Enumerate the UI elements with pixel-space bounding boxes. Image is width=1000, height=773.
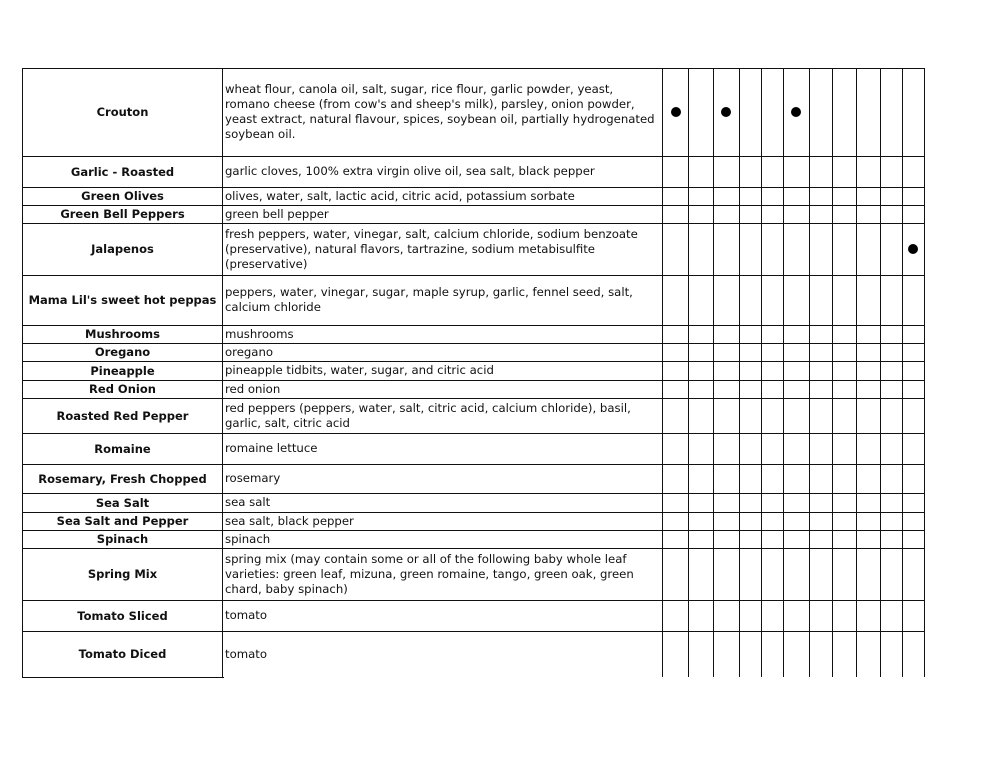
row-divider: [22, 156, 924, 157]
ingredient-name: Oregano: [22, 343, 223, 361]
ingredient-name: Sea Salt and Pepper: [22, 512, 223, 530]
row-divider: [22, 464, 924, 465]
ingredient-name: Tomato Diced: [22, 631, 223, 677]
ingredient-list: romaine lettuce: [223, 433, 663, 464]
column-divider: [809, 68, 810, 677]
row-divider: [22, 493, 924, 494]
row-divider: [22, 343, 924, 344]
ingredient-list: sea salt, black pepper: [223, 512, 663, 530]
ingredient-name: Spring Mix: [22, 548, 223, 600]
column-divider: [880, 68, 881, 677]
ingredient-list: peppers, water, vinegar, sugar, maple syrup, garlic, fennel seed, salt, calcium chloride: [223, 275, 663, 325]
ingredient-name: Red Onion: [22, 380, 223, 398]
row-divider: [22, 631, 924, 632]
ingredient-list: olives, water, salt, lactic acid, citric acid, potassium sorbate: [223, 187, 663, 205]
ingredient-list: spring mix (may contain some or all of the following baby whole leaf varieties: green leaf, mizuna, green romaine, tango, green oak, green chard, baby spinach): [223, 548, 663, 600]
ingredient-list: tomato: [223, 600, 663, 631]
ingredient-table: [22, 68, 924, 677]
ingredient-name: Roasted Red Pepper: [22, 398, 223, 433]
ingredient-name: Mushrooms: [22, 325, 223, 343]
check-mark-dot: [721, 107, 731, 117]
row-divider: [22, 380, 924, 381]
check-mark-dot: [908, 244, 918, 254]
ingredient-list: mushrooms: [223, 325, 663, 343]
column-divider: [783, 68, 784, 677]
ingredient-list: fresh peppers, water, vinegar, salt, calcium chloride, sodium benzoate (preservative), natural flavors, tartrazine, sodium metabisulfite (preservative): [223, 223, 663, 275]
ingredient-list: pineapple tidbits, water, sugar, and citric acid: [223, 361, 663, 380]
ingredient-list: rosemary: [223, 464, 663, 493]
row-divider: [22, 187, 924, 188]
row-divider: [22, 530, 924, 531]
ingredient-name: Green Bell Peppers: [22, 205, 223, 223]
ingredient-name: Romaine: [22, 433, 223, 464]
ingredient-list: wheat flour, canola oil, salt, sugar, rice flour, garlic powder, yeast, romano cheese (from cow's and sheep's milk), parsley, onion powder, yeast extract, natural flavour, spices, soybean oil, partially hydrogenated soybean oil.: [223, 68, 663, 156]
check-mark-dot: [671, 107, 681, 117]
ingredient-name: Tomato Sliced: [22, 600, 223, 631]
ingredient-name: Crouton: [22, 68, 223, 156]
column-divider: [856, 68, 857, 677]
ingredient-list: sea salt: [223, 493, 663, 512]
ingredient-name: Sea Salt: [22, 493, 223, 512]
row-divider: [22, 433, 924, 434]
column-divider: [688, 68, 689, 677]
ingredient-list: red peppers (peppers, water, salt, citric acid, calcium chloride), basil, garlic, salt, citric acid: [223, 398, 663, 433]
row-divider: [22, 275, 924, 276]
row-divider: [22, 512, 924, 513]
column-divider: [924, 68, 925, 677]
column-divider: [739, 68, 740, 677]
ingredient-name: Green Olives: [22, 187, 223, 205]
ingredient-name: Spinach: [22, 530, 223, 548]
ingredient-name: Garlic - Roasted: [22, 156, 223, 187]
ingredient-list: tomato: [223, 631, 663, 677]
ingredient-list: oregano: [223, 343, 663, 361]
ingredient-name: Jalapenos: [22, 223, 223, 275]
row-divider: [22, 548, 924, 549]
row-divider: [22, 677, 224, 678]
ingredient-list: spinach: [223, 530, 663, 548]
row-divider: [22, 205, 924, 206]
ingredient-name: Mama Lil's sweet hot peppas: [22, 275, 223, 325]
ingredient-list: garlic cloves, 100% extra virgin olive oil, sea salt, black pepper: [223, 156, 663, 187]
row-divider: [22, 398, 924, 399]
ingredient-name: Rosemary, Fresh Chopped: [22, 464, 223, 493]
ingredient-list: red onion: [223, 380, 663, 398]
row-divider: [22, 600, 924, 601]
check-mark-dot: [791, 107, 801, 117]
ingredient-name: Pineapple: [22, 361, 223, 380]
row-divider: [22, 68, 924, 69]
column-divider: [902, 68, 903, 677]
row-divider: [22, 361, 924, 362]
column-divider: [832, 68, 833, 677]
ingredient-list: green bell pepper: [223, 205, 663, 223]
column-divider: [761, 68, 762, 677]
row-divider: [22, 223, 924, 224]
row-divider: [22, 325, 924, 326]
column-divider: [713, 68, 714, 677]
